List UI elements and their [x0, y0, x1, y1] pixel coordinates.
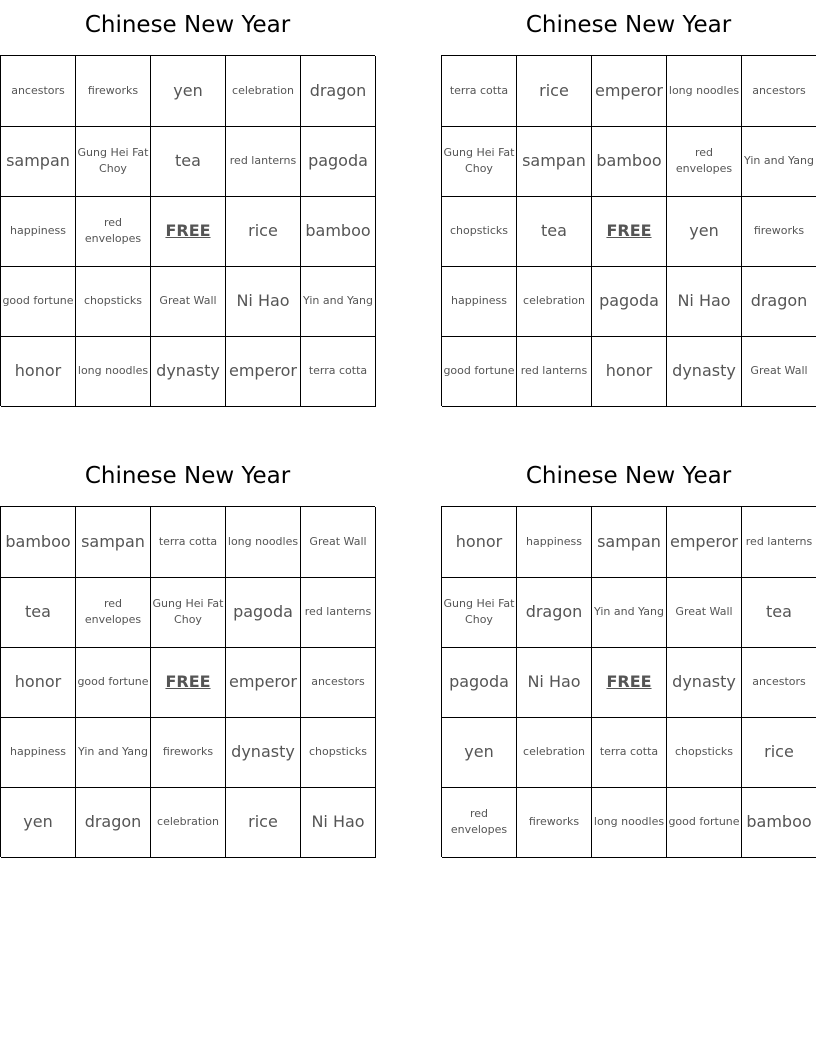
cell-text: emperor — [594, 81, 664, 100]
bingo-row — [1, 577, 375, 647]
cell-text: happiness — [10, 224, 66, 237]
cell-text: pagoda — [308, 151, 368, 170]
cell-text: happiness — [526, 535, 582, 548]
bingo-cell — [517, 126, 592, 197]
bingo-cell — [592, 336, 667, 407]
cell-text: pagoda — [599, 291, 659, 310]
cell-text: Ni Hao — [677, 291, 731, 310]
bingo-cell — [76, 336, 151, 407]
bingo-cell — [517, 787, 592, 858]
bingo-cell — [301, 577, 376, 648]
bingo-cell — [301, 196, 376, 267]
cell-text: FREE — [165, 221, 211, 240]
bingo-cell — [742, 266, 816, 337]
cell-text: celebration — [523, 745, 585, 758]
cell-text: Gung Hei Fat Choy — [443, 146, 515, 175]
bingo-cell — [667, 507, 742, 578]
cell-text: fireworks — [162, 745, 214, 758]
bingo-cell — [742, 196, 816, 267]
cell-text: honor — [14, 361, 62, 380]
bingo-cell — [442, 126, 517, 197]
cell-text: Yin and Yang — [303, 294, 373, 307]
card-title: Chinese New Year — [525, 12, 732, 38]
card-title: Chinese New Year — [84, 463, 291, 489]
bingo-card-3 — [0, 451, 375, 857]
cell-text: chopsticks — [84, 294, 142, 307]
cell-text: ancestors — [11, 84, 65, 97]
bingo-row — [442, 647, 816, 717]
bingo-cell — [226, 56, 301, 127]
bingo-cell — [517, 577, 592, 648]
bingo-cell — [226, 717, 301, 788]
bingo-row — [1, 56, 375, 126]
bingo-cell — [76, 56, 151, 127]
bingo-cell — [742, 56, 816, 127]
cell-text: sampan — [6, 151, 70, 170]
bingo-row — [442, 266, 816, 336]
bingo-row — [442, 336, 816, 406]
bingo-cell — [592, 56, 667, 127]
bingo-cell — [226, 126, 301, 197]
cell-text: long noodles — [593, 815, 665, 828]
bingo-cell — [667, 126, 742, 197]
bingo-cell — [1, 126, 76, 197]
bingo-cell — [592, 126, 667, 197]
bingo-cell — [517, 507, 592, 578]
cell-text: red envelopes — [450, 807, 508, 836]
cell-text: terra cotta — [158, 535, 218, 548]
cell-text: chopsticks — [450, 224, 508, 237]
cell-text: good fortune — [77, 675, 149, 688]
cell-text: bamboo — [305, 221, 371, 240]
cell-text: fireworks — [87, 84, 139, 97]
cell-text: Ni Hao — [527, 672, 581, 691]
cell-text: Great Wall — [750, 364, 808, 377]
cell-text: dynasty — [231, 742, 295, 761]
free-space — [151, 647, 226, 718]
bingo-cell — [76, 196, 151, 267]
bingo-cell — [301, 336, 376, 407]
cell-text: dragon — [525, 602, 583, 621]
bingo-cell — [742, 717, 816, 788]
bingo-cell — [301, 507, 376, 578]
bingo-row — [442, 787, 816, 857]
cell-text: terra cotta — [308, 364, 368, 377]
cell-text: dragon — [309, 81, 367, 100]
card-title: Chinese New Year — [84, 12, 291, 38]
bingo-cell — [517, 647, 592, 718]
cell-text: good fortune — [668, 815, 740, 828]
cell-text: bamboo — [5, 532, 71, 551]
cell-text: FREE — [606, 221, 652, 240]
bingo-cell — [442, 56, 517, 127]
bingo-cell — [226, 647, 301, 718]
cell-text: rice — [248, 812, 278, 831]
cell-text: Great Wall — [675, 605, 733, 618]
bingo-cell — [742, 336, 816, 407]
bingo-grid — [441, 55, 816, 406]
bingo-cell — [742, 647, 816, 718]
bingo-row — [1, 787, 375, 857]
bingo-row — [1, 196, 375, 266]
cell-text: good fortune — [2, 294, 74, 307]
bingo-cell — [667, 266, 742, 337]
free-space — [592, 196, 667, 267]
cell-text: red envelopes — [84, 216, 142, 245]
bingo-cell — [76, 647, 151, 718]
bingo-card-1 — [0, 0, 375, 406]
cell-text: emperor — [228, 361, 298, 380]
bingo-cell — [226, 787, 301, 858]
bingo-cell — [76, 266, 151, 337]
bingo-cell — [76, 787, 151, 858]
bingo-row — [442, 196, 816, 266]
cell-text: emperor — [228, 672, 298, 691]
bingo-cell — [667, 647, 742, 718]
bingo-cell — [1, 647, 76, 718]
cell-text: dragon — [84, 812, 142, 831]
cell-text: long noodles — [227, 535, 299, 548]
cell-text: celebration — [523, 294, 585, 307]
cell-text: dynasty — [156, 361, 220, 380]
bingo-cell — [151, 717, 226, 788]
bingo-cell — [442, 196, 517, 267]
cell-text: celebration — [157, 815, 219, 828]
bingo-cell — [442, 507, 517, 578]
bingo-cell — [1, 56, 76, 127]
bingo-cell — [442, 647, 517, 718]
bingo-cell — [592, 266, 667, 337]
bingo-cell — [442, 336, 517, 407]
bingo-cell — [151, 507, 226, 578]
bingo-cell — [1, 266, 76, 337]
bingo-row — [1, 266, 375, 336]
bingo-cell — [301, 56, 376, 127]
cell-text: honor — [14, 672, 62, 691]
cell-text: celebration — [232, 84, 294, 97]
cell-text: tea — [25, 602, 51, 621]
cell-text: happiness — [10, 745, 66, 758]
cell-text: Ni Hao — [236, 291, 290, 310]
bingo-cell — [442, 787, 517, 858]
bingo-grid — [0, 55, 375, 406]
cell-text: sampan — [81, 532, 145, 551]
bingo-cell — [667, 196, 742, 267]
bingo-row — [442, 717, 816, 787]
bingo-card-4 — [441, 451, 816, 857]
cell-text: rice — [248, 221, 278, 240]
cell-text: yen — [173, 81, 203, 100]
bingo-cell — [226, 266, 301, 337]
cell-text: Ni Hao — [311, 812, 365, 831]
cell-text: Great Wall — [159, 294, 217, 307]
bingo-row — [442, 56, 816, 126]
bingo-cell — [226, 336, 301, 407]
cell-text: red lanterns — [304, 605, 372, 618]
cell-text: ancestors — [752, 675, 806, 688]
bingo-row — [442, 126, 816, 196]
cell-text: pagoda — [449, 672, 509, 691]
bingo-cell — [1, 577, 76, 648]
bingo-cell — [517, 717, 592, 788]
cell-text: honor — [455, 532, 503, 551]
bingo-cell — [151, 56, 226, 127]
bingo-cell — [76, 126, 151, 197]
bingo-cell — [76, 507, 151, 578]
cell-text: chopsticks — [675, 745, 733, 758]
cell-text: dragon — [750, 291, 808, 310]
bingo-cell — [151, 266, 226, 337]
cell-text: yen — [464, 742, 494, 761]
bingo-cell — [151, 577, 226, 648]
cell-text: yen — [689, 221, 719, 240]
cell-text: pagoda — [233, 602, 293, 621]
bingo-cell — [301, 647, 376, 718]
bingo-cell — [76, 577, 151, 648]
cell-text: good fortune — [443, 364, 515, 377]
bingo-cell — [151, 126, 226, 197]
bingo-cell — [1, 787, 76, 858]
bingo-cell — [517, 266, 592, 337]
cell-text: red lanterns — [745, 535, 813, 548]
cell-text: rice — [764, 742, 794, 761]
bingo-cell — [301, 787, 376, 858]
free-space — [151, 196, 226, 267]
bingo-grid — [441, 506, 816, 857]
bingo-cell — [226, 507, 301, 578]
cell-text: sampan — [597, 532, 661, 551]
cell-text: bamboo — [746, 812, 812, 831]
cell-text: Gung Hei Fat Choy — [77, 146, 149, 175]
bingo-cell — [667, 717, 742, 788]
bingo-cell — [1, 507, 76, 578]
bingo-row — [1, 717, 375, 787]
bingo-cell — [667, 577, 742, 648]
bingo-cell — [226, 577, 301, 648]
free-space — [592, 647, 667, 718]
cell-text: tea — [541, 221, 567, 240]
cell-text: happiness — [451, 294, 507, 307]
cell-text: dynasty — [672, 361, 736, 380]
cell-text: fireworks — [528, 815, 580, 828]
cell-text: red envelopes — [84, 597, 142, 626]
cell-text: Yin and Yang — [594, 605, 664, 618]
bingo-row — [1, 647, 375, 717]
bingo-cell — [592, 577, 667, 648]
bingo-cell — [742, 126, 816, 197]
bingo-cell — [517, 196, 592, 267]
bingo-cell — [226, 196, 301, 267]
cell-text: sampan — [522, 151, 586, 170]
bingo-cell — [301, 717, 376, 788]
cell-text: Great Wall — [309, 535, 367, 548]
cell-text: terra cotta — [449, 84, 509, 97]
bingo-cell — [667, 787, 742, 858]
cell-text: fireworks — [753, 224, 805, 237]
bingo-row — [1, 336, 375, 406]
bingo-cell — [592, 717, 667, 788]
bingo-cell — [592, 507, 667, 578]
cell-text: FREE — [165, 672, 211, 691]
bingo-cell — [742, 787, 816, 858]
bingo-cell — [742, 577, 816, 648]
cell-text: red envelopes — [675, 146, 733, 175]
cell-text: yen — [23, 812, 53, 831]
bingo-cell — [442, 717, 517, 788]
cell-text: ancestors — [752, 84, 806, 97]
bingo-cell — [742, 507, 816, 578]
cell-text: tea — [766, 602, 792, 621]
bingo-row — [442, 507, 816, 577]
cell-text: Gung Hei Fat Choy — [152, 597, 224, 626]
bingo-cell — [592, 787, 667, 858]
cell-text: Yin and Yang — [744, 154, 814, 167]
bingo-cell — [151, 787, 226, 858]
bingo-cell — [151, 336, 226, 407]
cell-text: long noodles — [668, 84, 740, 97]
bingo-cell — [667, 56, 742, 127]
cell-text: bamboo — [596, 151, 662, 170]
bingo-grid — [0, 506, 375, 857]
cell-text: red lanterns — [229, 154, 297, 167]
bingo-cell — [301, 126, 376, 197]
cell-text: rice — [539, 81, 569, 100]
bingo-row — [1, 126, 375, 196]
bingo-card-2 — [441, 0, 816, 406]
card-title: Chinese New Year — [525, 463, 732, 489]
cell-text: Yin and Yang — [78, 745, 148, 758]
bingo-cell — [1, 336, 76, 407]
cell-text: FREE — [606, 672, 652, 691]
cell-text: long noodles — [77, 364, 149, 377]
cell-text: chopsticks — [309, 745, 367, 758]
bingo-cell — [517, 336, 592, 407]
cell-text: emperor — [669, 532, 739, 551]
bingo-cell — [667, 336, 742, 407]
cell-text: dynasty — [672, 672, 736, 691]
cell-text: red lanterns — [520, 364, 588, 377]
bingo-cell — [442, 266, 517, 337]
bingo-cell — [1, 196, 76, 267]
bingo-cell — [1, 717, 76, 788]
bingo-cell — [76, 717, 151, 788]
bingo-cell — [517, 56, 592, 127]
bingo-cell — [442, 577, 517, 648]
cell-text: tea — [175, 151, 201, 170]
cell-text: terra cotta — [599, 745, 659, 758]
bingo-row — [442, 577, 816, 647]
bingo-cell — [301, 266, 376, 337]
cell-text: Gung Hei Fat Choy — [443, 597, 515, 626]
cell-text: honor — [605, 361, 653, 380]
bingo-row — [1, 507, 375, 577]
cell-text: ancestors — [311, 675, 365, 688]
